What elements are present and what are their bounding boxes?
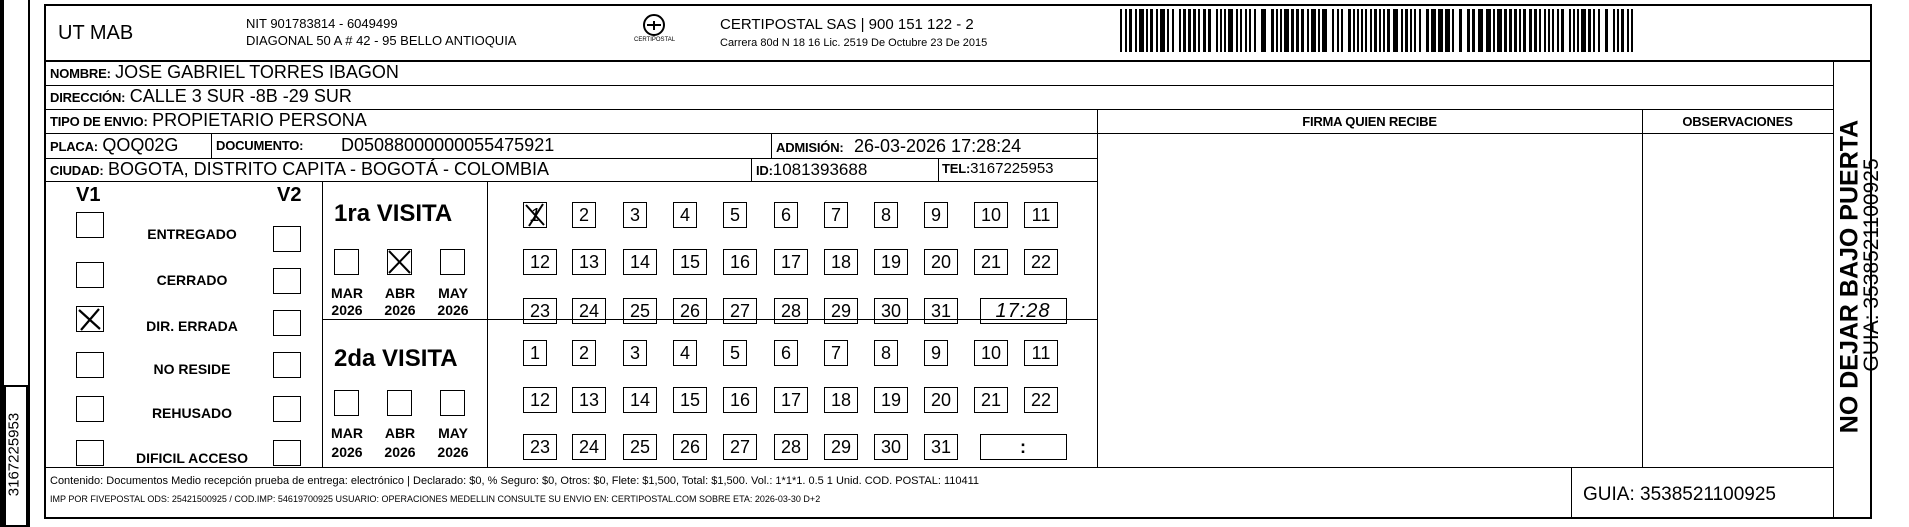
visit2-month-box-may[interactable] (440, 390, 465, 416)
v2-checkbox-wrong-address[interactable] (273, 310, 301, 336)
doc-label: DOCUMENTO: (216, 138, 304, 153)
visit2-day-17[interactable]: 17 (774, 387, 808, 413)
plate-value: QOQ02G (102, 135, 179, 155)
side-phone: 3167225953 (5, 412, 23, 497)
footer-guide: GUIA: 3538521100925 (1583, 484, 1776, 505)
visit2-day-9[interactable]: 9 (924, 340, 948, 366)
name-row (50, 62, 399, 83)
visit2-day-29[interactable]: 29 (824, 434, 858, 460)
visit1-day-13[interactable]: 13 (572, 249, 606, 275)
footer-content-line: Contenido: Documentos Medio recepción prueba de entrega: electrónico | Declarado: $0, % Seguro: $0, Otros: $0, Flete: $1,500, Total: $1,500. Vol.: 1*1*1. 0.5 1 Unid. COD. POSTAL: 110411 (50, 475, 980, 487)
visit2-day-21[interactable]: 21 (974, 387, 1008, 413)
visit1-month-box-mar[interactable] (334, 249, 359, 275)
visit2-day-11[interactable]: 11 (1024, 340, 1058, 366)
visit1-day-27[interactable]: 27 (723, 298, 757, 324)
month-right-rule (487, 181, 488, 467)
plate-row (50, 135, 178, 156)
visit2-month-box-mar[interactable] (334, 390, 359, 416)
visit2-year-may: 2026 (437, 444, 469, 460)
visit1-day-17[interactable]: 17 (774, 249, 808, 275)
v2-checkbox-delivered[interactable] (273, 226, 301, 252)
visit1-day-11[interactable]: 11 (1024, 202, 1058, 228)
visit2-day-12[interactable]: 12 (523, 387, 557, 413)
visit2-day-18[interactable]: 18 (824, 387, 858, 413)
visit2-day-26[interactable]: 26 (673, 434, 707, 460)
visit2-day-24[interactable]: 24 (572, 434, 606, 460)
visit2-month-abr: ABR (384, 425, 416, 441)
visit1-day-10[interactable]: 10 (974, 202, 1008, 228)
visit2-day-10[interactable]: 10 (974, 340, 1008, 366)
visit1-day-29[interactable]: 29 (824, 298, 858, 324)
visit2-day-3[interactable]: 3 (623, 340, 647, 366)
v1-checkbox-delivered[interactable] (76, 212, 104, 238)
plate-label: PLACA: (50, 139, 98, 154)
row-line-city (44, 181, 1097, 182)
recipient-name: JOSE GABRIEL TORRES IBAGON (115, 62, 399, 82)
visit1-day-1[interactable]: 1 (523, 202, 547, 228)
logo-caption: CERTIPOSTAL (634, 37, 676, 43)
visit1-day-26[interactable]: 26 (673, 298, 707, 324)
visit2-day-15[interactable]: 15 (673, 387, 707, 413)
id-divider (751, 158, 752, 181)
visit2-day-14[interactable]: 14 (623, 387, 657, 413)
visit2-day-16[interactable]: 16 (723, 387, 757, 413)
visit1-month-box-abr[interactable] (387, 249, 412, 275)
row-line-footer (44, 467, 1833, 468)
visit1-day-7[interactable]: 7 (824, 202, 848, 228)
visit1-day-6[interactable]: 6 (774, 202, 798, 228)
check-x-icon (76, 306, 104, 332)
v1-checkbox-not-resident[interactable] (76, 352, 104, 378)
city-row (50, 159, 549, 180)
visit1-year-abr: 2026 (384, 302, 416, 318)
tel-divider (938, 158, 939, 181)
right-column-rule (1833, 60, 1834, 519)
visit1-day-25[interactable]: 25 (623, 298, 657, 324)
left-rule (28, 0, 30, 527)
id-label: ID: (756, 163, 773, 178)
visit2-day-25[interactable]: 25 (623, 434, 657, 460)
plate-divider (211, 133, 212, 158)
status-refused: REHUSADO (151, 405, 233, 421)
visit1-day-22[interactable]: 22 (1024, 249, 1058, 275)
admission-label: ADMISIÓN: (776, 140, 844, 155)
visit1-day-14[interactable]: 14 (623, 249, 657, 275)
id-value: 1081393688 (772, 160, 868, 179)
type-row (50, 110, 367, 131)
name-label: NOMBRE: (50, 66, 111, 81)
status-delivered: ENTREGADO (147, 226, 237, 242)
visit1-day-2[interactable]: 2 (572, 202, 596, 228)
visit2-day-30[interactable]: 30 (874, 434, 908, 460)
visit1-day-24[interactable]: 24 (572, 298, 606, 324)
observations-header: OBSERVACIONES (1682, 114, 1793, 129)
admission-value: 26-03-2026 17:28:24 (853, 136, 1022, 156)
company-address: DIAGONAL 50 A # 42 - 95 BELLO ANTIOQUIA (246, 33, 517, 48)
visit1-year-mar: 2026 (331, 302, 363, 318)
company-name: UT MAB (58, 22, 134, 44)
visit2-title: 2da VISITA (334, 345, 458, 372)
visit1-day-20[interactable]: 20 (924, 249, 958, 275)
row-line-type (44, 133, 1833, 134)
v1-checkbox-wrong-address[interactable] (76, 306, 104, 332)
visit2-day-2[interactable]: 2 (572, 340, 596, 366)
footer-print-line: IMP POR FIVEPOSTAL ODS: 25421500925 / COD.IMP: 54619700925 USUARIO: OPERACIONES MEDELLIN CONSULTE SU ENVIO EN: CERTIPOSTAL.COM SOBRE ETA: 2026-03-30 D+2 (50, 494, 821, 504)
visit1-month-mar: MAR (331, 285, 363, 301)
visit1-day-4[interactable]: 4 (673, 202, 697, 228)
address-label: DIRECCIÓN: (50, 90, 126, 105)
type-label: TIPO DE ENVIO: (50, 114, 148, 129)
address-row (50, 86, 352, 107)
visit1-day-8[interactable]: 8 (874, 202, 898, 228)
v2-checkbox-refused[interactable] (273, 396, 301, 422)
barcode (1120, 9, 1640, 52)
footer-divider (1571, 467, 1572, 519)
visit2-day-27[interactable]: 27 (723, 434, 757, 460)
visit1-month-may: MAY (438, 285, 468, 301)
visit2-day-8[interactable]: 8 (874, 340, 898, 366)
city-label: CIUDAD: (50, 163, 104, 178)
visit1-time: 17:28 (995, 300, 1051, 322)
visit2-month-may: MAY (438, 425, 468, 441)
admission-row (776, 136, 1021, 157)
carrier-name: CERTIPOSTAL SAS | 900 151 122 - 2 (720, 16, 974, 33)
v2-checkbox-difficult-access[interactable] (273, 440, 301, 466)
side-guide: GUIA: 3538521100925 (1860, 158, 1883, 372)
visit2-month-box-abr[interactable] (387, 390, 412, 416)
visit2-day-5[interactable]: 5 (723, 340, 747, 366)
visit1-day-16[interactable]: 16 (723, 249, 757, 275)
signature-header: FIRMA QUIEN RECIBE (1302, 114, 1437, 129)
visit1-day-28[interactable]: 28 (774, 298, 808, 324)
visit2-year-abr: 2026 (384, 444, 416, 460)
visit1-day-31[interactable]: 31 (924, 298, 958, 324)
visit2-day-13[interactable]: 13 (572, 387, 606, 413)
v2-checkbox-not-resident[interactable] (273, 352, 301, 378)
recipient-address: CALLE 3 SUR -8B -29 SUR (129, 86, 352, 106)
visit1-month-abr: ABR (384, 285, 416, 301)
visit2-day-22[interactable]: 22 (1024, 387, 1058, 413)
v2-checkbox-closed[interactable] (273, 268, 301, 294)
visit2-time: : (1020, 437, 1026, 457)
visit2-day-31[interactable]: 31 (924, 434, 958, 460)
check-x-icon (523, 202, 547, 228)
visit2-day-28[interactable]: 28 (774, 434, 808, 460)
tel-row (942, 160, 1054, 178)
visit2-day-4[interactable]: 4 (673, 340, 697, 366)
visit1-day-18[interactable]: 18 (824, 249, 858, 275)
visit2-day-7[interactable]: 7 (824, 340, 848, 366)
visit1-day-5[interactable]: 5 (723, 202, 747, 228)
company-nit: NIT 901783814 - 6049499 (246, 16, 398, 31)
v1-label: V1 (76, 184, 101, 206)
visit1-day-15[interactable]: 15 (673, 249, 707, 275)
visit1-year-may: 2026 (437, 302, 469, 318)
admission-divider (771, 133, 772, 158)
tel-label: TEL: (942, 161, 971, 176)
visit1-day-19[interactable]: 19 (874, 249, 908, 275)
no-under-door-warning: NO DEJAR BAJO PUERTA (1835, 119, 1864, 434)
certipostal-logo (634, 12, 674, 48)
city-value: BOGOTA, DISTRITO CAPITA - BOGOTÁ - COLOMBIA (107, 159, 549, 179)
id-row (756, 160, 867, 180)
visit2-day-19[interactable]: 19 (874, 387, 908, 413)
visit1-day-9[interactable]: 9 (924, 202, 948, 228)
v2-label: V2 (277, 184, 302, 206)
status-wrong-address: DIR. ERRADA (146, 318, 238, 334)
visit1-day-12[interactable]: 12 (523, 249, 557, 275)
barcode-bars (1120, 9, 1640, 52)
tel-value: 3167225953 (970, 160, 1054, 177)
doc-value: D05088000000055475921 (341, 135, 555, 155)
status-difficult-access: DIFICIL ACCESO (135, 450, 248, 466)
status-closed: CERRADO (156, 272, 228, 288)
signature-right-rule (1642, 109, 1643, 467)
visit2-day-20[interactable]: 20 (924, 387, 958, 413)
visit2-day-23[interactable]: 23 (523, 434, 557, 460)
visit2-time-box[interactable] (980, 434, 1067, 460)
visit1-day-21[interactable]: 21 (974, 249, 1008, 275)
status-not-resident: NO RESIDE (153, 361, 231, 377)
carrier-subline: Carrera 80d N 18 16 Lic. 2519 De Octubre 23 De 2015 (720, 37, 988, 49)
signature-left-rule (1097, 109, 1098, 467)
v1-checkbox-difficult-access[interactable] (76, 440, 104, 466)
shipping-type: PROPIETARIO PERSONA (152, 110, 367, 130)
v1-checkbox-refused[interactable] (76, 396, 104, 422)
visit2-month-mar: MAR (331, 425, 363, 441)
visit2-day-6[interactable]: 6 (774, 340, 798, 366)
visit1-month-box-may[interactable] (440, 249, 465, 275)
visit1-day-30[interactable]: 30 (874, 298, 908, 324)
visit2-year-mar: 2026 (331, 444, 363, 460)
visit1-title: 1ra VISITA (334, 200, 453, 227)
visit2-day-1[interactable]: 1 (523, 340, 547, 366)
visit1-time-box[interactable] (980, 298, 1067, 324)
v1-checkbox-closed[interactable] (76, 262, 104, 288)
check-x-icon (387, 249, 412, 275)
visit1-day-3[interactable]: 3 (623, 202, 647, 228)
visit1-day-23[interactable]: 23 (523, 298, 557, 324)
